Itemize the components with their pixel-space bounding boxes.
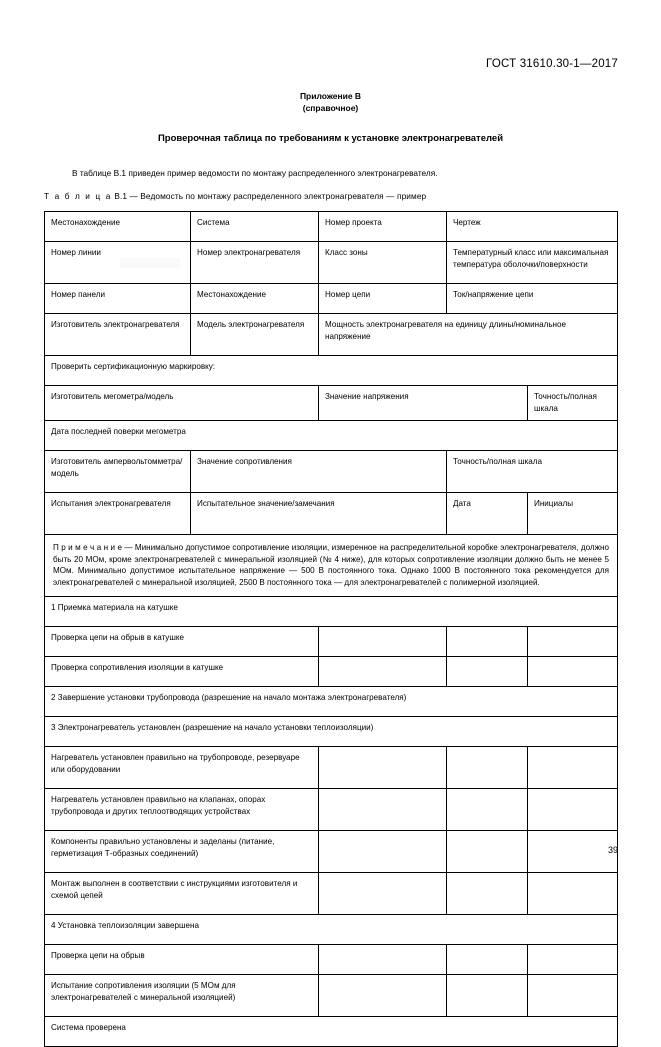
table-cell: Местонахождение [45,212,191,242]
table-cell-blank [528,873,618,915]
table-cell: Температурный класс или максимальная температура оболочки/поверхности [447,242,618,284]
table-cell: Значение напряжения [319,386,528,421]
table-cell: Точность/полная шкала [528,386,618,421]
table-cell: Нагреватель установлен правильно на клапанах, опорах трубопровода и других теплоотводящих устройствах [45,789,319,831]
table-cell: Монтаж выполнен в соответствии с инструкциями изготовителя и схемой цепей [45,873,319,915]
table-cell-blank [319,747,447,789]
table-cell: Дата последней поверки мегометра [45,421,618,451]
table-cell: Изготовитель электронагревателя [45,314,191,356]
table-row [45,915,618,945]
table-caption-rest: В.1 — Ведомость по монтажу распределенного электронагревателя — пример [114,191,427,201]
table-cell-blank [447,747,528,789]
table-cell: Испытания электронагревателя [45,493,191,535]
table-cell: Мощность электронагревателя на единицу длины/номинальное напряжение [319,314,618,356]
table-cell: Проверить сертификационную маркировку: [45,356,618,386]
table-cell: 4 Установка теплоизоляции завершена [45,915,618,945]
table-cell: Номер панели [45,284,191,314]
table-row [45,1017,618,1047]
standard-id-text: ГОСТ 31610.30-1—2017 [486,58,618,70]
table-cell-blank [528,789,618,831]
table-row [45,242,618,284]
table-cell: Чертеж [447,212,618,242]
table-cell: Модель электронагревателя [191,314,319,356]
page-title: Проверочная таблица по требованиям к установке электронагревателей [157,133,504,144]
table-row [45,284,618,314]
table-row [45,975,618,1017]
table-caption [44,191,426,201]
table-cell-blank [319,627,447,657]
table-cell-blank [447,831,528,873]
table-cell: Местонахождение [191,284,319,314]
table-row [45,451,618,493]
annex-heading [0,90,661,114]
table-cell-blank [319,789,447,831]
table-cell-blank [528,747,618,789]
table-row [45,493,618,535]
table-cell: Проверка цепи на обрыв [45,945,319,975]
table-row [45,945,618,975]
page-number: 39 [607,845,618,855]
table-row [45,717,618,747]
table-cell: Класс зоны [319,242,447,284]
table-cell: Номер проекта [319,212,447,242]
table-cell: Инициалы [528,493,618,535]
standard-id-header [486,58,618,70]
table-row [45,421,618,451]
table-row [45,597,618,627]
table-cell: Изготовитель ампервольтомметра/модель [45,451,191,493]
table-row [45,747,618,789]
table-row [45,657,618,687]
annex-title: Приложение В [299,91,362,101]
table-cell-blank [528,945,618,975]
table-cell: Компоненты правильно установлены и заделаны (питание, герметизация Т-образных соединений) [45,831,319,873]
table-cell-blank [447,873,528,915]
table-cell: Значение сопротивления [191,451,447,493]
table-note-cell: П р и м е ч а н и е — Минимально допустимое сопротивление изоляции, измеренное на распределительной коробке электронагревателя, должно быть 20 МОм, кроме электронагревателей с минеральной изоляцией (№ 4 ниже), для которых сопротивление изоляции должно быть не менее 5 МОм. Минимально допустимое испытательное напряжение — 500 В постоянного тока. Однако 1000 В постоянного тока рекомендуется для электронагревателей с минеральной изоляцией, 2500 В постоянного тока — для электронагревателей с полимерной изоляцией. [45,535,618,597]
table-cell-blank [447,789,528,831]
table-cell: Проверка цепи на обрыв в катушке [45,627,319,657]
table-row [45,356,618,386]
table-cell-blank [319,945,447,975]
installation-checklist-table [44,211,618,1047]
table-cell-blank [528,657,618,687]
intro-paragraph: В таблице В.1 приведен пример ведомости по монтажу распределенного электронагревателя. [72,168,438,178]
table-row [45,212,618,242]
table-row [45,789,618,831]
table-cell-blank [319,975,447,1017]
table-cell: 3 Электронагреватель установлен (разрешение на начало установки теплоизоляции) [45,717,618,747]
table-cell: Дата [447,493,528,535]
table-cell-blank [447,657,528,687]
table-row [45,627,618,657]
table-cell-blank [447,975,528,1017]
table-cell-blank [528,975,618,1017]
annex-subtitle: (справочное) [302,103,359,113]
table-row [45,831,618,873]
table-cell: Номер линии [45,242,191,284]
table-cell: Проверка сопротивления изоляции в катушке [45,657,319,687]
table-cell-blank [528,627,618,657]
table-cell: 2 Завершение установки трубопровода (разрешение на начало монтажа электронагревателя) [45,687,618,717]
table-cell: Система проверена [45,1017,618,1047]
table-cell: Номер цепи [319,284,447,314]
table-row [45,873,618,915]
table-cell: Изготовитель мегометра/модель [45,386,319,421]
table-cell: Испытание сопротивления изоляции (5 МОм для электронагревателей с минеральной изоляцией) [45,975,319,1017]
table-row [45,687,618,717]
table-row [45,314,618,356]
table-cell: Система [191,212,319,242]
table-cell: 1 Приемка материала на катушке [45,597,618,627]
table-cell: Нагреватель установлен правильно на трубопроводе, резервуаре или оборудовании [45,747,319,789]
table-cell-blank [319,873,447,915]
table-cell-blank [319,831,447,873]
table-row [45,386,618,421]
table-cell: Точность/полная шкала [447,451,618,493]
table-cell: Ток/напряжение цепи [447,284,618,314]
table-cell: Номер электронагревателя [191,242,319,284]
table-cell-blank [447,945,528,975]
table-row-note [45,535,618,597]
table-cell-blank [528,831,618,873]
table-cell: Испытательное значение/замечания [191,493,447,535]
table-cell-blank [319,657,447,687]
table-caption-prefix: Т а б л и ц а [44,191,112,201]
table-cell-blank [447,627,528,657]
